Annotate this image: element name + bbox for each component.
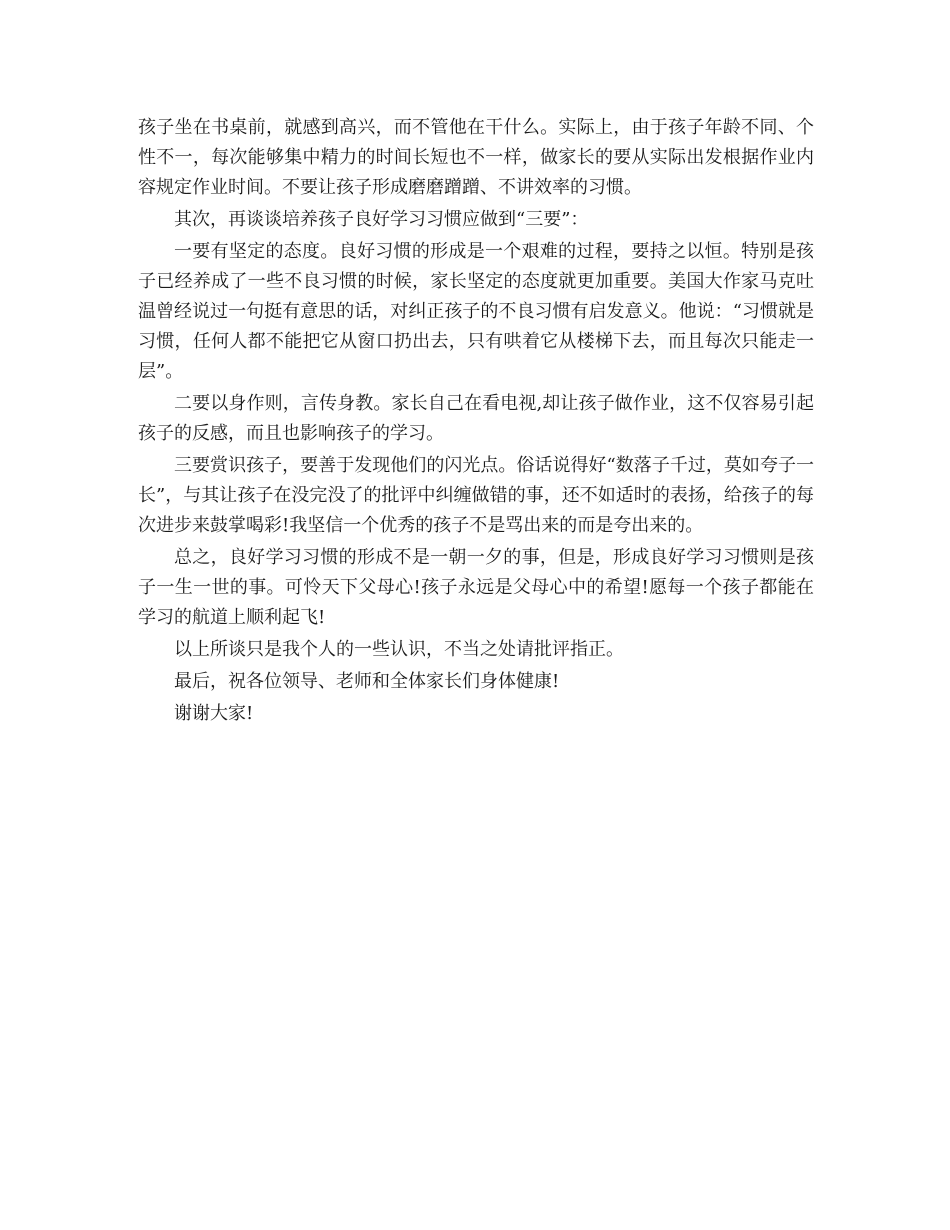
document-body	[138, 113, 814, 731]
paragraph-continuation: 孩子坐在书桌前，就感到高兴，而不管他在干什么。实际上，由于孩子年龄不同、个性不一，每次能够集中精力的时间长短也不一样，做家长的要从实际出发根据作业内容规定作业时间。不要让孩子形成磨磨蹭蹭、不讲效率的习惯。	[138, 117, 814, 198]
paragraph-thanks: 谢谢大家!	[174, 703, 254, 724]
paragraph-wishes: 最后，祝各位领导、老师和全体家长们身体健康!	[174, 671, 560, 692]
paragraph-three-requirements-intro: 其次，再谈谈培养孩子良好学习习惯应做到“三要”：	[174, 209, 589, 230]
paragraph-personal-view: 以上所谈只是我个人的一些认识，不当之处请批评指正。	[174, 639, 624, 660]
paragraph-appreciate-children: 三要赏识孩子，要善于发现他们的闪光点。俗话说得好“数落子千过，莫如夸子一长”，与其让孩子在没完没了的批评中纠缠做错的事，还不如适时的表扬，给孩子的每次进步来鼓掌喝彩!我坚信一个优秀的孩子不是骂出来的而是夸出来的。	[138, 455, 814, 536]
paragraph-summary: 总之，良好学习习惯的形成不是一朝一夕的事，但是，形成良好学习习惯则是孩子一生一世的事。可怜天下父母心!孩子永远是父母心中的希望!愿每一个孩子都能在学习的航道上顺利起飞!	[138, 547, 814, 628]
paragraph-lead-by-example: 二要以身作则，言传身教。家长自己在看电视,却让孩子做作业，这不仅容易引起孩子的反感，而且也影响孩子的学习。	[138, 393, 814, 444]
paragraph-firm-attitude: 一要有坚定的态度。良好习惯的形成是一个艰难的过程，要持之以恒。特别是孩子已经养成了一些不良习惯的时候，家长坚定的态度就更加重要。美国大作家马克吐温曾经说过一句挺有意思的话，对纠正孩子的不良习惯有启发意义。他说：“习惯就是习惯，任何人都不能把它从窗口扔出去，只有哄着它从楼梯下去，而且每次只能走一层”。	[138, 241, 814, 382]
